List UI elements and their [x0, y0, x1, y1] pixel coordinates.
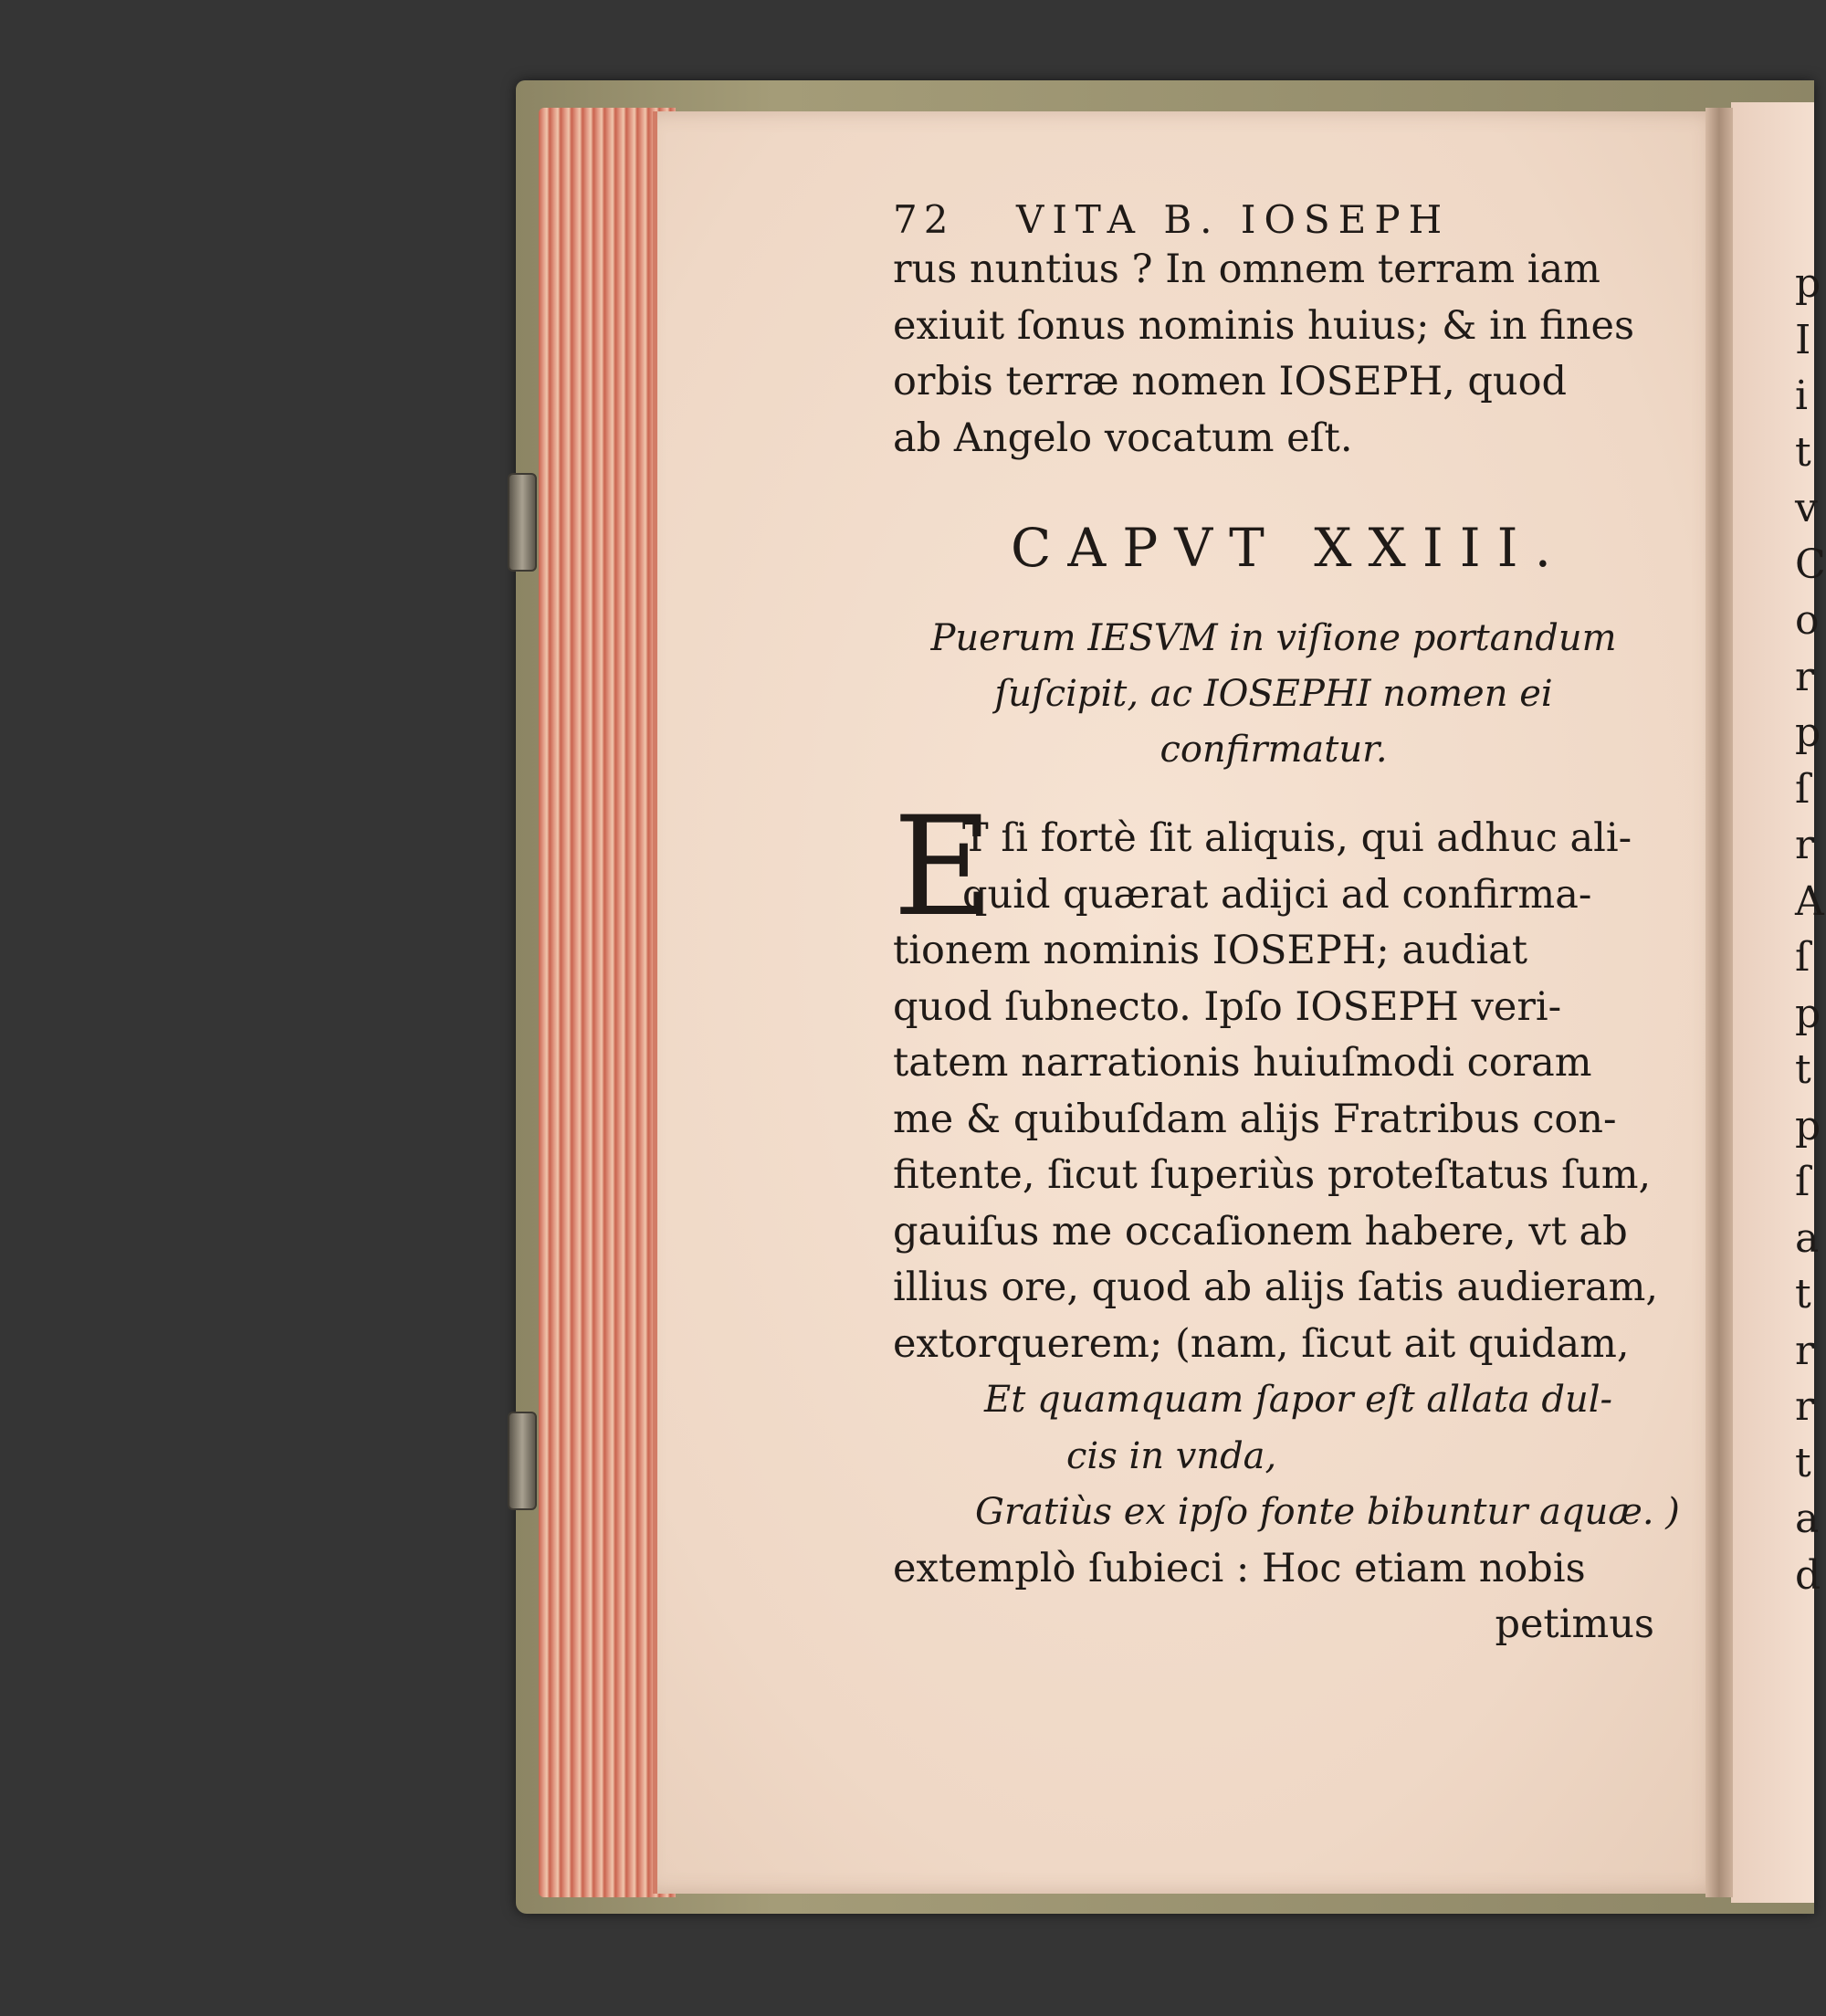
text-line: tionem nominis IOSEPH; audiat [893, 928, 1527, 973]
facing-page-letter: ſ [1795, 934, 1810, 981]
facing-page-letter: p [1795, 709, 1821, 756]
text-line: ab Angelo vocatum eſt. [893, 415, 1353, 461]
facing-page-letter: r [1795, 1383, 1815, 1430]
text-line: quid quærat adijci ad confirma- [962, 871, 1592, 918]
body-paragraph [893, 788, 1659, 1372]
text-line: me & quibuſdam alijs Fratribus con- [893, 1096, 1617, 1142]
text-line: extorquerem; (nam, ſicut ait quidam, [893, 1320, 1630, 1367]
verse-line: cis in vnda, [1066, 1434, 1277, 1477]
text-line: illius ore, quod ab alijs ſatis audieram, [893, 1265, 1659, 1310]
text-line: extemplò ſubieci : Hoc etiam nobis [893, 1545, 1586, 1591]
summary-line: ſuſcipit, ac IOSEPHI nomen ei [994, 673, 1553, 715]
facing-page-letter: p [1795, 1102, 1821, 1150]
facing-page-letter: r [1795, 653, 1815, 700]
summary-line: confirmatur. [1160, 729, 1388, 771]
page-number: 72 [893, 197, 955, 242]
gutter-fold [1705, 108, 1733, 1897]
clasp-upper [508, 473, 537, 572]
text-line: rus nuntius ? In omnem terram iam [893, 247, 1600, 292]
facing-page-letter: t [1795, 1439, 1811, 1486]
running-title: VITA B. IOSEPH [1016, 197, 1451, 242]
text-line: gauiſus me occaſionem habere, vt ab [893, 1208, 1628, 1255]
facing-page-letter: I [1795, 316, 1811, 363]
facing-page-letter: d [1795, 1551, 1821, 1599]
text-line: quod ſubnecto. Ipſo IOSEPH veri- [893, 983, 1562, 1030]
facing-page-letter: C [1795, 541, 1826, 588]
chapter-summary [893, 611, 1654, 778]
facing-page-letter: a [1795, 1214, 1820, 1262]
text-line: tatem narrationis huiuſmodi coram [893, 1040, 1592, 1086]
facing-page-letter: ſ [1795, 1159, 1810, 1205]
facing-page-letter: r [1795, 1327, 1815, 1374]
facing-page-letters [1795, 256, 1826, 1603]
facing-page-letter: p [1795, 260, 1821, 307]
facing-page-letter: A [1795, 877, 1824, 925]
facing-page-letter: r [1795, 822, 1815, 868]
chapter-heading: CAPVT XXIII. [1010, 517, 1569, 579]
verse-line: Gratiùs ex ipſo fonte bibuntur aquæ. ) [975, 1491, 1680, 1533]
running-head [893, 187, 1654, 242]
text-line: orbis terræ nomen IOSEPH, quod [893, 359, 1568, 404]
summary-line: Puerum IESVM in viſione portandum [930, 617, 1617, 659]
facing-page-letter: t [1795, 428, 1811, 476]
verse-line: Et quamquam ſapor eſt allata dul- [984, 1379, 1613, 1421]
facing-page-letter: a [1795, 1496, 1820, 1542]
catchword: petimus [1495, 1601, 1654, 1647]
text-line: fitente, ſicut ſuperiùs proteſtatus ſum, [893, 1152, 1652, 1198]
facing-page-letter: v [1795, 485, 1818, 531]
drop-capital: E [893, 788, 993, 947]
facing-page-letter: t [1795, 1271, 1811, 1318]
clasp-lower [508, 1412, 537, 1510]
text-line: T ſi fortè ſit aliquis, qui adhuc ali- [962, 815, 1632, 861]
facing-page-letter: p [1795, 990, 1821, 1037]
page-text [893, 187, 1680, 1653]
facing-page-letter: ſ [1795, 765, 1810, 813]
facing-page-letter: t [1795, 1046, 1811, 1093]
text-line: exiuit ſonus nominis huius; & in fines [893, 302, 1635, 349]
facing-page-letter: i [1795, 373, 1809, 419]
facing-page-letter: o [1795, 597, 1820, 644]
